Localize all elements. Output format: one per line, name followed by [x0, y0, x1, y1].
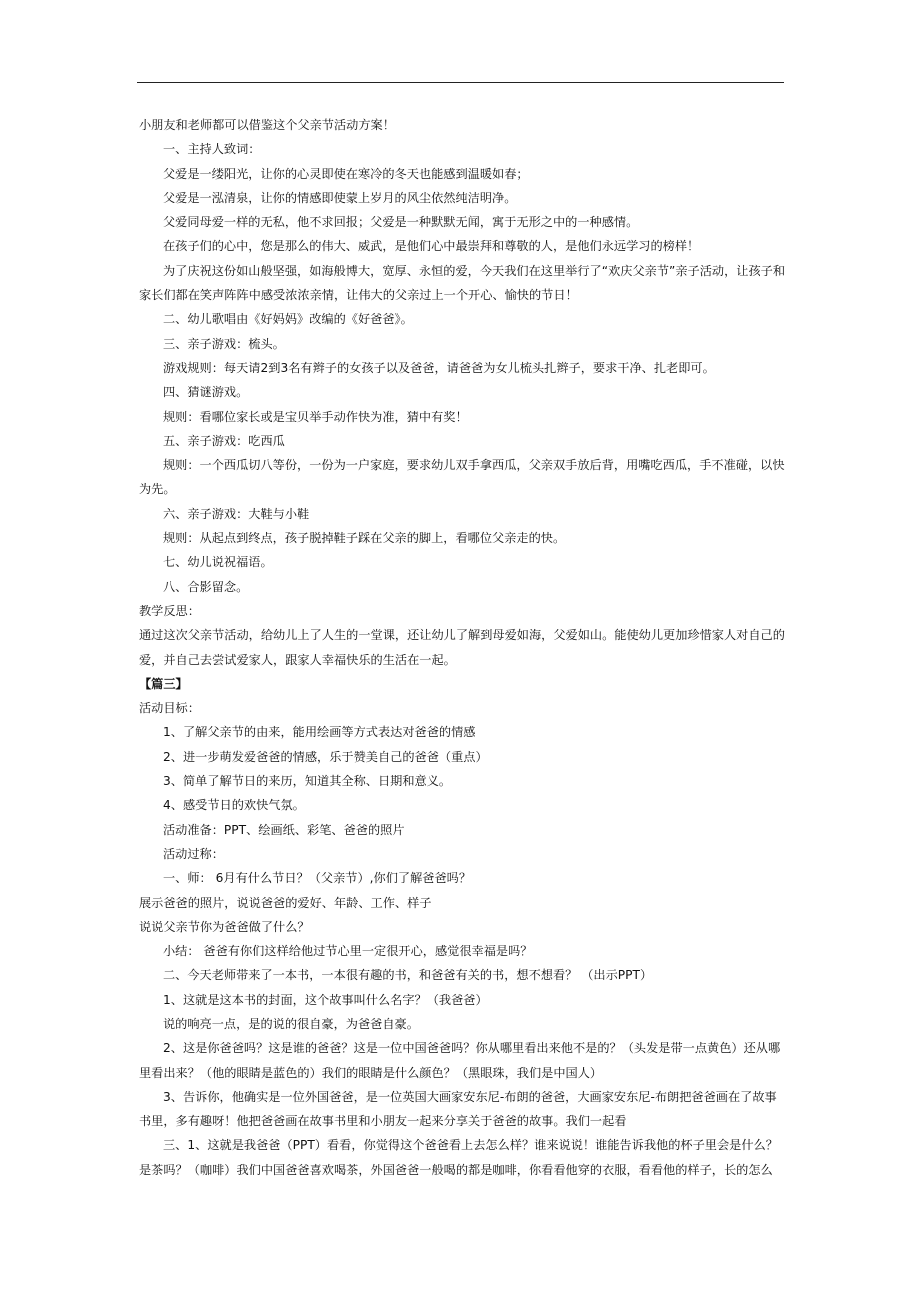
- paragraph: 小朋友和老师都可以借鉴这个父亲节活动方案！: [139, 118, 395, 132]
- paragraph: 3、简单了解节日的来历，知道其全称、日期和意义。: [163, 774, 452, 789]
- header-rule: [137, 82, 784, 83]
- paragraph: 七、幼儿说祝福语。: [163, 555, 273, 570]
- paragraph: 说说父亲节你为爸爸做了什么？: [139, 919, 310, 934]
- paragraph: 五、亲子游戏：吃西瓜: [163, 433, 285, 448]
- paragraph: 规则：从起点到终点，孩子脱掉鞋子踩在父亲的脚上，看哪位父亲走的快。: [163, 531, 566, 546]
- paragraph: 在孩子们的心中，您是那么的伟大、威武，是他们心中最崇拜和尊敬的人，是他们永远学习的榜样！: [163, 239, 700, 254]
- paragraph: 教学反思：: [139, 603, 200, 618]
- paragraph: 八、合影留念。: [163, 579, 249, 594]
- paragraph: 一、主持人致词：: [163, 142, 261, 157]
- paragraph: 一、师： 6月有什么节日？（父亲节）,你们了解爸爸吗？: [163, 871, 472, 886]
- paragraph: 活动准备：PPT、绘画纸、彩笔、爸爸的照片: [163, 822, 405, 837]
- paragraph: 1、了解父亲节的由来，能用绘画等方式表达对爸爸的情感: [163, 725, 476, 740]
- paragraph: 二、今天老师带来了一本书，一本很有趣的书，和爸爸有关的书，想不想看？ （出示PPT）: [163, 968, 653, 983]
- paragraph: 父爱同母爱一样的无私，他不求回报；父爱是一种默默无闻，寓于无形之中的一种感情。: [163, 215, 639, 230]
- paragraph: 活动过称：: [163, 846, 224, 861]
- paragraph: 通过这次父亲节活动，给幼儿上了人生的一堂课，还让幼儿了解到母爱如海，父爱如山。能使幼儿更加珍惜家人对自己的爱，并自己去尝试爱家人，跟家人幸福快乐的生活在一起。: [139, 628, 785, 667]
- paragraph: 四、猜谜游戏。: [163, 385, 249, 400]
- paragraph: 三、亲子游戏：梳头。: [163, 336, 285, 351]
- document-body: [139, 113, 787, 1182]
- paragraph: 六、亲子游戏：大鞋与小鞋: [163, 506, 310, 521]
- paragraph: 为了庆祝这份如山般坚强，如海般博大，宽厚、永恒的爱，今天我们在这里举行了“欢庆父亲节”亲子活动，让孩子和家长们都在笑声阵阵中感受浓浓亲情，让伟大的父亲过上一个开心、愉快的节日！: [139, 263, 786, 303]
- paragraph: 小结： 爸爸有你们这样给他过节心里一定很开心，感觉很幸福是吗？: [163, 944, 533, 959]
- paragraph: 2、进一步萌发爱爸爸的情感，乐于赞美自己的爸爸（重点）: [163, 749, 488, 764]
- paragraph: 活动目标：: [139, 701, 200, 716]
- paragraph: 规则：看哪位家长或是宝贝举手动作快为准，猜中有奖！: [163, 409, 468, 424]
- paragraph: 父爱是一缕阳光，让你的心灵即使在寒冷的冬天也能感到温暖如春；: [163, 166, 529, 181]
- paragraph: 父爱是一泓清泉，让你的情感即使蒙上岁月的风尘依然纯洁明净。: [163, 190, 517, 205]
- paragraph: 说的响亮一点，是的说的很自豪，为爸爸自豪。: [163, 1016, 419, 1031]
- paragraph: 3、告诉你，他确实是一位外国爸爸，是一位英国大画家安东尼-布朗的爸爸，大画家安东尼-布朗把爸爸画在了故事书里，多有趣呀！他把爸爸画在故事书里和小朋友一起来分享关于爸爸的故事。我们一起看: [139, 1089, 777, 1129]
- paragraph: 二、幼儿歌唱由《好妈妈》改编的《好爸爸》。: [163, 312, 413, 327]
- paragraph: 游戏规则：每天请2到3名有辫子的女孩子以及爸爸，请爸爸为女儿梳头扎辫子，要求干净、扎老即可。: [163, 360, 715, 375]
- paragraph: 三、1、这就是我爸爸（PPT）看看，你觉得这个爸爸看上去怎么样？谁来说说！谁能告诉我他的杯子里会是什么？是茶吗？（咖啡）我们中国爸爸喜欢喝茶，外国爸爸一般喝的都是咖啡，你看看他穿的衣服，看看他的样子，长的怎么: [139, 1138, 778, 1177]
- paragraph: 规则：一个西瓜切八等份，一份为一户家庭，要求幼儿双手拿西瓜，父亲双手放后背，用嘴吃西瓜，手不准碰，以快为先。: [139, 458, 785, 497]
- paragraph: 1、这就是这本书的封面，这个故事叫什么名字？（我爸爸）: [163, 992, 488, 1007]
- paragraph: 2、这是你爸爸吗？这是谁的爸爸？这是一位中国爸爸吗？你从哪里看出来他不是的？（头发是带一点黄色）还从哪里看出来？（他的眼睛是蓝色的）我们的眼睛是什么颜色？（黑眼珠，我们是中国人）: [139, 1041, 781, 1080]
- section-heading: 【篇三】: [139, 676, 188, 691]
- paragraph: 4、感受节日的欢快气氛。: [163, 798, 305, 813]
- paragraph: 展示爸爸的照片，说说爸爸的爱好、年龄、工作、样子: [139, 895, 432, 910]
